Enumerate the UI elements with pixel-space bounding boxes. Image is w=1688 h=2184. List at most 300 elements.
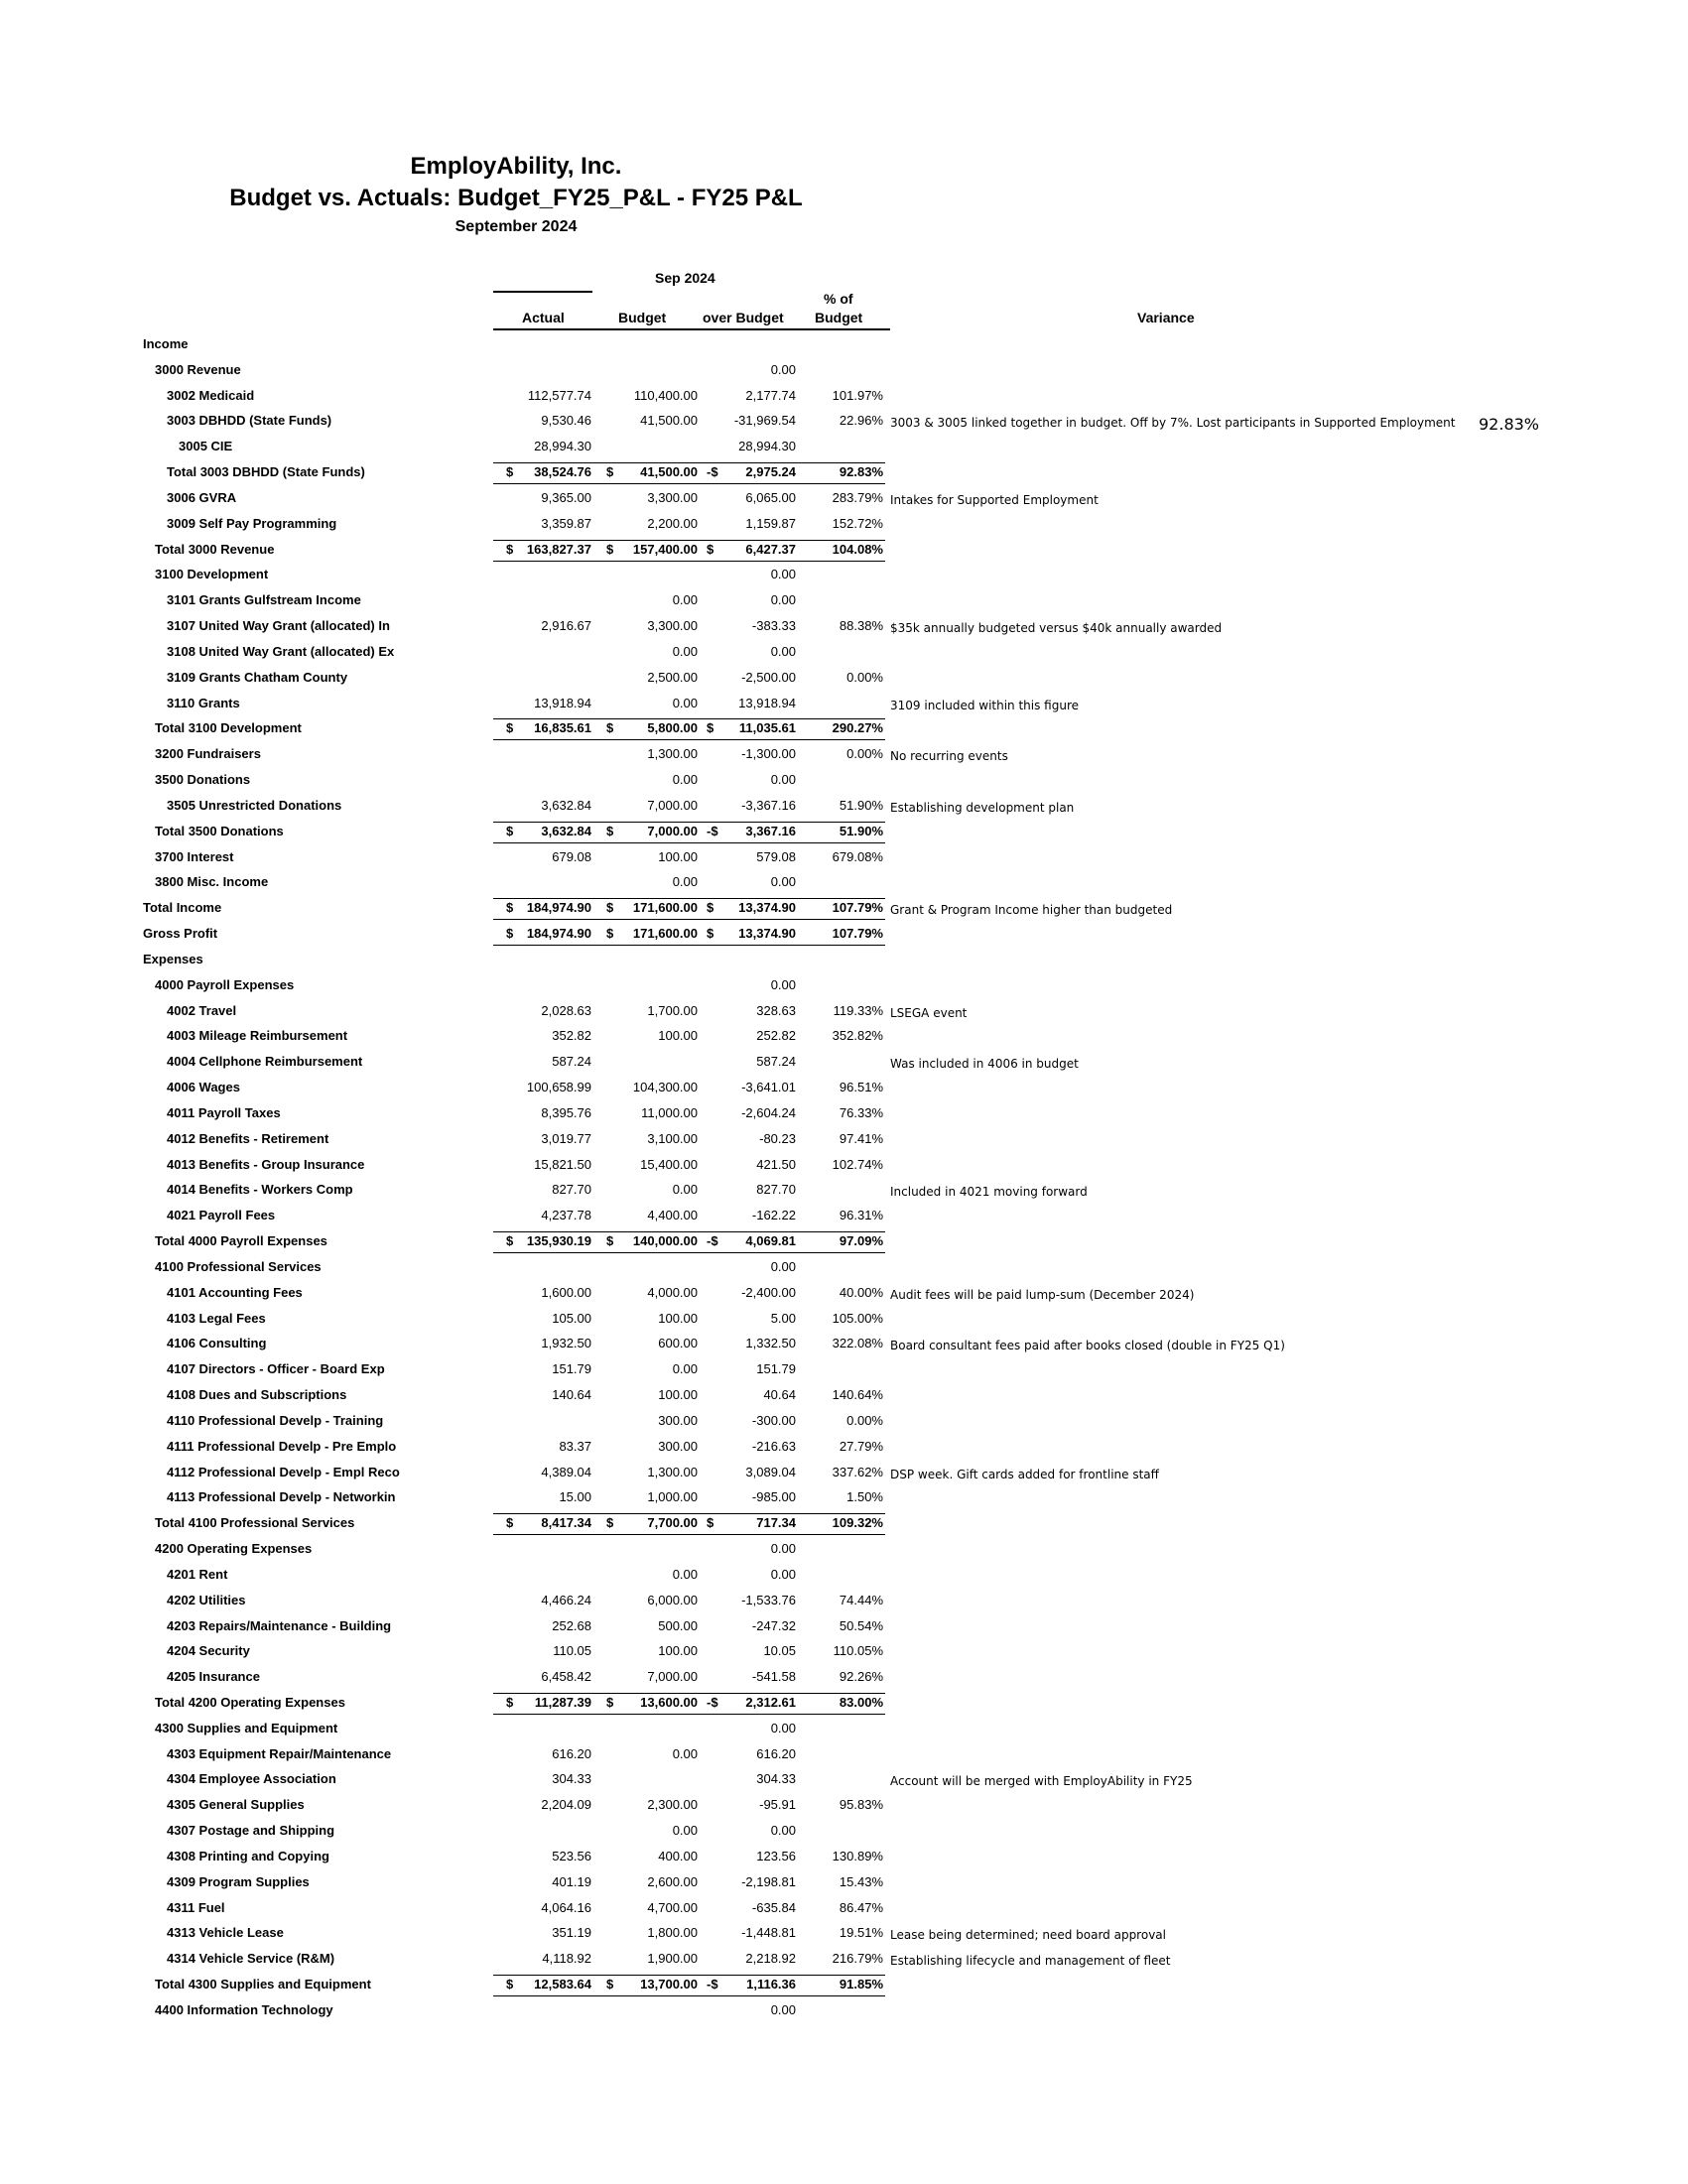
cell-over: 6,427.37 xyxy=(745,541,796,557)
dollar-sign-over: $ xyxy=(707,1515,714,1531)
row-label: 4307 Postage and Shipping xyxy=(167,1823,335,1839)
cell-budget: 15,400.00 xyxy=(640,1156,698,1172)
cell-over: 0.00 xyxy=(770,2001,796,2017)
company-name: EmployAbility, Inc. xyxy=(410,153,622,180)
total-rule xyxy=(493,718,885,719)
dollar-sign-actual: $ xyxy=(506,1233,514,1249)
cell-over: 2,218.92 xyxy=(745,1951,796,1967)
cell-actual: 616.20 xyxy=(552,1745,591,1761)
cell-pct: 15.43% xyxy=(839,1873,883,1889)
variance-note: Lease being determined; need board approval xyxy=(890,1928,1166,1943)
cell-budget: 11,000.00 xyxy=(641,1104,698,1120)
row-label: 4003 Mileage Reimbursement xyxy=(167,1028,348,1044)
cell-over: 2,312.61 xyxy=(745,1694,796,1710)
cell-over: -95.91 xyxy=(759,1797,796,1813)
cell-over: 616.20 xyxy=(756,1745,796,1761)
cell-pct: 1.50% xyxy=(846,1489,883,1505)
cell-pct: 88.38% xyxy=(839,618,883,634)
row-label: 3800 Misc. Income xyxy=(155,874,269,890)
total-underline xyxy=(493,842,885,843)
cell-over: -2,604.24 xyxy=(741,1104,796,1120)
row-label: Total 3100 Development xyxy=(155,720,302,736)
cell-pct: 76.33% xyxy=(839,1104,883,1120)
cell-pct: 0.00% xyxy=(846,746,883,762)
cell-pct: 51.90% xyxy=(839,797,883,813)
cell-over: -216.63 xyxy=(751,1438,796,1454)
row-label: 3005 CIE xyxy=(179,439,233,454)
cell-actual: 135,930.19 xyxy=(526,1233,591,1249)
cell-over: 587.24 xyxy=(756,1054,796,1070)
cell-pct: 107.79% xyxy=(832,900,883,916)
row-label: Total 4000 Payroll Expenses xyxy=(155,1233,327,1249)
cell-actual: 4,389.04 xyxy=(541,1464,591,1479)
cell-budget: 3,100.00 xyxy=(647,1130,698,1146)
cell-pct: 152.72% xyxy=(832,515,883,531)
cell-actual: 3,359.87 xyxy=(541,515,591,531)
cell-budget: 500.00 xyxy=(658,1617,698,1633)
row-label: 3505 Unrestricted Donations xyxy=(167,797,342,813)
cell-pct: 97.41% xyxy=(839,1130,883,1146)
cell-over: 28,994.30 xyxy=(738,439,796,454)
cell-over: 0.00 xyxy=(770,1541,796,1556)
row-label: 4304 Employee Association xyxy=(167,1771,336,1787)
cell-over: -162.22 xyxy=(751,1208,796,1223)
cell-pct: 337.62% xyxy=(832,1464,883,1479)
cell-over: -31,969.54 xyxy=(733,413,796,429)
cell-budget: 0.00 xyxy=(672,1745,698,1761)
row-label: 4014 Benefits - Workers Comp xyxy=(167,1182,353,1198)
variance-note: Included in 4021 moving forward xyxy=(890,1185,1088,1200)
row-label: 4308 Printing and Copying xyxy=(167,1848,329,1863)
cell-actual: 352.82 xyxy=(552,1028,591,1044)
cell-over: 0.00 xyxy=(770,772,796,788)
row-label: Total 4300 Supplies and Equipment xyxy=(155,1977,371,1992)
cell-pct: 50.54% xyxy=(839,1617,883,1633)
cell-pct: 101.97% xyxy=(832,387,883,403)
dollar-sign-actual: $ xyxy=(506,1977,514,1992)
cell-over: -1,300.00 xyxy=(741,746,796,762)
cell-over: -635.84 xyxy=(751,1899,796,1915)
cell-pct: 83.00% xyxy=(839,1694,883,1710)
cell-budget: 0.00 xyxy=(672,1823,698,1839)
cell-pct: 119.33% xyxy=(833,1002,883,1018)
cell-over: -247.32 xyxy=(751,1617,796,1633)
dollar-sign-actual: $ xyxy=(506,464,514,480)
dollar-sign-actual: $ xyxy=(506,926,514,942)
cell-over: 2,177.74 xyxy=(745,387,796,403)
row-label: 3700 Interest xyxy=(155,848,234,864)
total-underline xyxy=(493,945,885,946)
report-period: September 2024 xyxy=(454,218,578,235)
cell-budget: 0.00 xyxy=(672,1566,698,1582)
cell-over: 151.79 xyxy=(756,1361,796,1377)
cell-over: -2,500.00 xyxy=(741,669,796,685)
cell-over: 579.08 xyxy=(756,848,796,864)
cell-over: 421.50 xyxy=(756,1156,796,1172)
cell-actual: 12,583.64 xyxy=(534,1977,591,1992)
cell-actual: 9,530.46 xyxy=(541,413,591,429)
cell-budget: 600.00 xyxy=(658,1336,698,1351)
cell-actual: 8,417.34 xyxy=(541,1515,591,1531)
col-pct-header-2: Budget xyxy=(815,310,863,325)
cell-budget: 400.00 xyxy=(658,1848,698,1863)
cell-budget: 0.00 xyxy=(672,592,698,608)
cell-over: 0.00 xyxy=(770,643,796,659)
variance-note: Board consultant fees paid after books closed (double in FY25 Q1) xyxy=(890,1339,1285,1353)
cell-budget: 0.00 xyxy=(672,1182,698,1198)
cell-over: 0.00 xyxy=(770,567,796,582)
cell-pct: 96.31% xyxy=(839,1208,883,1223)
row-label: 4400 Information Technology xyxy=(155,2001,333,2017)
cell-budget: 4,400.00 xyxy=(647,1208,698,1223)
cell-budget: 100.00 xyxy=(658,848,698,864)
cell-over: 0.00 xyxy=(770,361,796,377)
row-label: Expenses xyxy=(143,951,203,966)
row-label: 4002 Travel xyxy=(167,1002,237,1018)
cell-pct: 95.83% xyxy=(839,1797,883,1813)
cell-actual: 523.56 xyxy=(552,1848,591,1863)
cell-budget: 300.00 xyxy=(658,1412,698,1428)
cell-budget: 7,000.00 xyxy=(647,1669,698,1685)
variance-note: Establishing development plan xyxy=(890,800,1075,815)
variance-note: Audit fees will be paid lump-sum (December 2024) xyxy=(890,1287,1195,1302)
total-underline xyxy=(493,1252,885,1253)
dollar-sign-actual: $ xyxy=(506,900,514,916)
cell-pct: 19.51% xyxy=(839,1925,883,1941)
side-note: 92.83% xyxy=(1479,415,1540,434)
total-rule xyxy=(493,540,885,541)
dollar-sign-budget: $ xyxy=(606,1515,614,1531)
cell-pct: 109.32% xyxy=(832,1515,883,1531)
row-label: 4311 Fuel xyxy=(167,1899,225,1915)
cell-pct: 0.00% xyxy=(846,669,883,685)
cell-pct: 130.89% xyxy=(832,1848,883,1863)
row-label: 4013 Benefits - Group Insurance xyxy=(167,1156,365,1172)
row-label: 4108 Dues and Subscriptions xyxy=(167,1387,347,1403)
dollar-sign-actual: $ xyxy=(506,823,514,838)
row-label: Gross Profit xyxy=(143,926,218,942)
dollar-sign-actual: $ xyxy=(506,720,514,736)
cell-over: 328.63 xyxy=(756,1002,796,1018)
row-label: 4203 Repairs/Maintenance - Building xyxy=(167,1617,392,1633)
variance-note: 3109 included within this figure xyxy=(890,698,1080,712)
cell-over: -541.58 xyxy=(751,1669,796,1685)
cell-actual: 4,064.16 xyxy=(541,1899,591,1915)
cell-budget: 171,600.00 xyxy=(632,926,698,942)
row-label: 4110 Professional Develp - Training xyxy=(167,1412,384,1428)
cell-actual: 401.19 xyxy=(552,1873,591,1889)
cell-budget: 7,000.00 xyxy=(647,823,698,838)
cell-pct: 96.51% xyxy=(839,1080,883,1095)
variance-note: DSP week. Gift cards added for frontline staff xyxy=(890,1467,1159,1481)
col-over-header: over Budget xyxy=(703,310,784,325)
cell-pct: 22.96% xyxy=(839,413,883,429)
total-rule xyxy=(493,1513,885,1514)
cell-actual: 140.64 xyxy=(552,1387,591,1403)
cell-budget: 13,600.00 xyxy=(640,1694,698,1710)
row-label: Total 3000 Revenue xyxy=(155,541,275,557)
total-rule xyxy=(493,1975,885,1976)
total-underline xyxy=(493,483,885,484)
cell-over: -985.00 xyxy=(751,1489,796,1505)
cell-actual: 110.05 xyxy=(553,1643,591,1659)
row-label: 3006 GVRA xyxy=(167,489,237,505)
cell-actual: 587.24 xyxy=(552,1054,591,1070)
cell-budget: 2,500.00 xyxy=(647,669,698,685)
row-label: 4205 Insurance xyxy=(167,1669,260,1685)
dollar-sign-actual: $ xyxy=(506,1694,514,1710)
cell-budget: 100.00 xyxy=(658,1387,698,1403)
cell-pct: 91.85% xyxy=(839,1977,883,1992)
cell-pct: 86.47% xyxy=(839,1899,883,1915)
cell-budget: 100.00 xyxy=(658,1310,698,1326)
total-rule xyxy=(493,822,885,823)
cell-over: 2,975.24 xyxy=(745,464,796,480)
row-label: 4314 Vehicle Service (R&M) xyxy=(167,1951,335,1967)
row-label: 4305 General Supplies xyxy=(167,1797,305,1813)
cell-budget: 0.00 xyxy=(672,695,698,710)
cell-budget: 157,400.00 xyxy=(632,541,698,557)
row-label: 4202 Utilities xyxy=(167,1592,246,1607)
cell-budget: 2,300.00 xyxy=(647,1797,698,1813)
total-rule xyxy=(493,462,885,463)
cell-over: 11,035.61 xyxy=(738,720,796,736)
variance-note: Account will be merged with EmployAbility in FY25 xyxy=(890,1774,1193,1789)
total-underline xyxy=(493,1534,885,1535)
dollar-sign-actual: $ xyxy=(506,1515,514,1531)
dollar-sign-over: $ xyxy=(707,900,714,916)
cell-over: 0.00 xyxy=(770,1720,796,1735)
col-actual-header: Actual xyxy=(522,310,565,325)
cell-actual: 105.00 xyxy=(552,1310,591,1326)
cell-budget: 104,300.00 xyxy=(632,1080,698,1095)
cell-actual: 2,204.09 xyxy=(541,1797,591,1813)
row-label: Total 3500 Donations xyxy=(155,823,284,838)
cell-over: 3,367.16 xyxy=(745,823,796,838)
row-label: 4021 Payroll Fees xyxy=(167,1208,276,1223)
row-label: 3002 Medicaid xyxy=(167,387,255,403)
row-label: 3003 DBHDD (State Funds) xyxy=(167,413,332,429)
row-label: 3110 Grants xyxy=(167,695,240,710)
cell-budget: 6,000.00 xyxy=(647,1592,698,1607)
cell-actual: 15,821.50 xyxy=(534,1156,591,1172)
cell-actual: 15.00 xyxy=(559,1489,591,1505)
variance-note: $35k annually budgeted versus $40k annually awarded xyxy=(890,621,1223,636)
dollar-sign-budget: $ xyxy=(606,464,614,480)
cell-pct: 74.44% xyxy=(839,1592,883,1607)
cell-budget: 0.00 xyxy=(672,772,698,788)
cell-pct: 107.79% xyxy=(832,926,883,942)
row-label: 3101 Grants Gulfstream Income xyxy=(167,592,361,608)
cell-over: 0.00 xyxy=(770,1823,796,1839)
row-label: 3200 Fundraisers xyxy=(155,746,261,762)
cell-budget: 100.00 xyxy=(658,1643,698,1659)
cell-actual: 100,658.99 xyxy=(526,1080,591,1095)
cell-over: 1,332.50 xyxy=(745,1336,796,1351)
cell-budget: 41,500.00 xyxy=(640,464,698,480)
header-underline xyxy=(493,328,890,330)
cell-pct: 352.82% xyxy=(832,1028,883,1044)
cell-actual: 13,918.94 xyxy=(534,695,591,710)
cell-actual: 827.70 xyxy=(552,1182,591,1198)
cell-pct: 104.08% xyxy=(832,541,883,557)
cell-budget: 0.00 xyxy=(672,1361,698,1377)
total-underline xyxy=(493,919,885,920)
dollar-sign-budget: $ xyxy=(606,1694,614,1710)
cell-budget: 1,000.00 xyxy=(647,1489,698,1505)
row-label: 4106 Consulting xyxy=(167,1336,267,1351)
cell-over: -1,448.81 xyxy=(741,1925,796,1941)
cell-actual: 3,019.77 xyxy=(541,1130,591,1146)
dollar-sign-over: $ xyxy=(707,541,714,557)
cell-pct: 290.27% xyxy=(832,720,883,736)
report-title: Budget vs. Actuals: Budget_FY25_P&L - FY25 P&L xyxy=(229,185,803,211)
row-label: 4113 Professional Develp - Networkin xyxy=(167,1489,396,1505)
cell-actual: 16,835.61 xyxy=(534,720,591,736)
cell-budget: 140,000.00 xyxy=(632,1233,698,1249)
cell-pct: 679.08% xyxy=(832,848,883,864)
cell-over: -1,533.76 xyxy=(741,1592,796,1607)
cell-actual: 4,237.78 xyxy=(541,1208,591,1223)
cell-pct: 102.74% xyxy=(832,1156,883,1172)
cell-over: 13,374.90 xyxy=(738,926,796,942)
cell-budget: 1,300.00 xyxy=(647,1464,698,1479)
row-label: 4012 Benefits - Retirement xyxy=(167,1130,329,1146)
row-label: 4200 Operating Expenses xyxy=(155,1541,313,1556)
cell-over: 0.00 xyxy=(770,592,796,608)
cell-over: 1,159.87 xyxy=(745,515,796,531)
row-label: 4309 Program Supplies xyxy=(167,1873,310,1889)
cell-over: -300.00 xyxy=(751,1412,796,1428)
cell-over: 0.00 xyxy=(770,1566,796,1582)
cell-over: 252.82 xyxy=(756,1028,796,1044)
cell-over: -3,367.16 xyxy=(741,797,796,813)
variance-note: 3003 & 3005 linked together in budget. Off by 7%. Lost participants in Supported Employment xyxy=(890,416,1456,431)
dollar-sign-budget: $ xyxy=(606,1977,614,1992)
cell-over: 40.64 xyxy=(763,1387,796,1403)
row-label: 4100 Professional Services xyxy=(155,1258,322,1274)
total-rule xyxy=(493,898,885,899)
row-label: Total 4100 Professional Services xyxy=(155,1515,355,1531)
cell-actual: 1,600.00 xyxy=(541,1284,591,1300)
row-label: 4107 Directors - Officer - Board Exp xyxy=(167,1361,385,1377)
row-label: Total 3003 DBHDD (State Funds) xyxy=(167,464,365,480)
cell-pct: 110.05% xyxy=(833,1643,883,1659)
row-label: 3107 United Way Grant (allocated) In xyxy=(167,618,390,634)
dollar-sign-budget: $ xyxy=(606,1233,614,1249)
dollar-sign-over: -$ xyxy=(707,1694,718,1710)
cell-budget: 3,300.00 xyxy=(647,618,698,634)
row-label: 4300 Supplies and Equipment xyxy=(155,1720,338,1735)
row-label: 4004 Cellphone Reimbursement xyxy=(167,1054,363,1070)
cell-budget: 2,600.00 xyxy=(647,1873,698,1889)
cell-budget: 7,700.00 xyxy=(647,1515,698,1531)
cell-budget: 0.00 xyxy=(672,874,698,890)
col-variance-header: Variance xyxy=(1137,310,1195,325)
dollar-sign-budget: $ xyxy=(606,823,614,838)
cell-budget: 300.00 xyxy=(658,1438,698,1454)
cell-actual: 304.33 xyxy=(552,1771,591,1787)
cell-budget: 41,500.00 xyxy=(640,413,698,429)
variance-note: Intakes for Supported Employment xyxy=(890,492,1099,507)
cell-budget: 1,700.00 xyxy=(647,1002,698,1018)
row-label: 3000 Revenue xyxy=(155,361,241,377)
dollar-sign-over: $ xyxy=(707,720,714,736)
row-label: 3109 Grants Chatham County xyxy=(167,669,348,685)
row-label: 4112 Professional Develp - Empl Reco xyxy=(167,1464,400,1479)
row-label: 3100 Development xyxy=(155,567,269,582)
cell-actual: 9,365.00 xyxy=(541,489,591,505)
cell-over: 6,065.00 xyxy=(745,489,796,505)
row-label: 4313 Vehicle Lease xyxy=(167,1925,284,1941)
cell-budget: 0.00 xyxy=(672,643,698,659)
cell-budget: 1,900.00 xyxy=(647,1951,698,1967)
cell-budget: 2,200.00 xyxy=(647,515,698,531)
cell-budget: 4,000.00 xyxy=(647,1284,698,1300)
cell-actual: 4,466.24 xyxy=(541,1592,591,1607)
cell-over: 304.33 xyxy=(756,1771,796,1787)
cell-actual: 252.68 xyxy=(552,1617,591,1633)
col-pct-header-1: % of xyxy=(824,291,853,307)
cell-over: 0.00 xyxy=(770,976,796,992)
total-underline xyxy=(493,561,885,562)
cell-actual: 163,827.37 xyxy=(526,541,591,557)
cell-over: 827.70 xyxy=(756,1182,796,1198)
actual-header-rule xyxy=(493,291,592,293)
row-label: 4006 Wages xyxy=(167,1080,240,1095)
dollar-sign-over: $ xyxy=(707,926,714,942)
cell-actual: 2,028.63 xyxy=(541,1002,591,1018)
cell-budget: 3,300.00 xyxy=(647,489,698,505)
dollar-sign-over: -$ xyxy=(707,1233,718,1249)
cell-budget: 7,000.00 xyxy=(647,797,698,813)
row-label: 3108 United Way Grant (allocated) Ex xyxy=(167,643,395,659)
row-label: 4000 Payroll Expenses xyxy=(155,976,295,992)
cell-over: -3,641.01 xyxy=(741,1080,796,1095)
cell-pct: 51.90% xyxy=(839,823,883,838)
cell-actual: 184,974.90 xyxy=(526,900,591,916)
variance-note: Grant & Program Income higher than budgeted xyxy=(890,903,1173,918)
total-rule xyxy=(493,1693,885,1694)
cell-actual: 112,577.74 xyxy=(527,387,591,403)
cell-over: 13,918.94 xyxy=(738,695,796,710)
cell-over: -383.33 xyxy=(751,618,796,634)
cell-actual: 83.37 xyxy=(559,1438,591,1454)
cell-pct: 27.79% xyxy=(839,1438,883,1454)
cell-budget: 13,700.00 xyxy=(640,1977,698,1992)
cell-over: 4,069.81 xyxy=(745,1233,796,1249)
row-label: 3500 Donations xyxy=(155,772,251,788)
cell-actual: 6,458.42 xyxy=(541,1669,591,1685)
cell-over: 717.34 xyxy=(756,1515,796,1531)
dollar-sign-budget: $ xyxy=(606,541,614,557)
cell-over: 123.56 xyxy=(756,1848,796,1863)
variance-note: LSEGA event xyxy=(890,1005,968,1020)
dollar-sign-budget: $ xyxy=(606,720,614,736)
col-budget-header: Budget xyxy=(618,310,667,325)
cell-actual: 679.08 xyxy=(552,848,591,864)
row-label: 4011 Payroll Taxes xyxy=(167,1104,281,1120)
row-label: 4303 Equipment Repair/Maintenance xyxy=(167,1745,392,1761)
cell-pct: 40.00% xyxy=(839,1284,883,1300)
cell-actual: 151.79 xyxy=(552,1361,591,1377)
group-header: Sep 2024 xyxy=(655,270,715,286)
cell-pct: 216.79% xyxy=(832,1951,883,1967)
cell-budget: 171,600.00 xyxy=(632,900,698,916)
cell-actual: 2,916.67 xyxy=(541,618,591,634)
cell-over: 10.05 xyxy=(763,1643,796,1659)
cell-pct: 283.79% xyxy=(832,489,883,505)
